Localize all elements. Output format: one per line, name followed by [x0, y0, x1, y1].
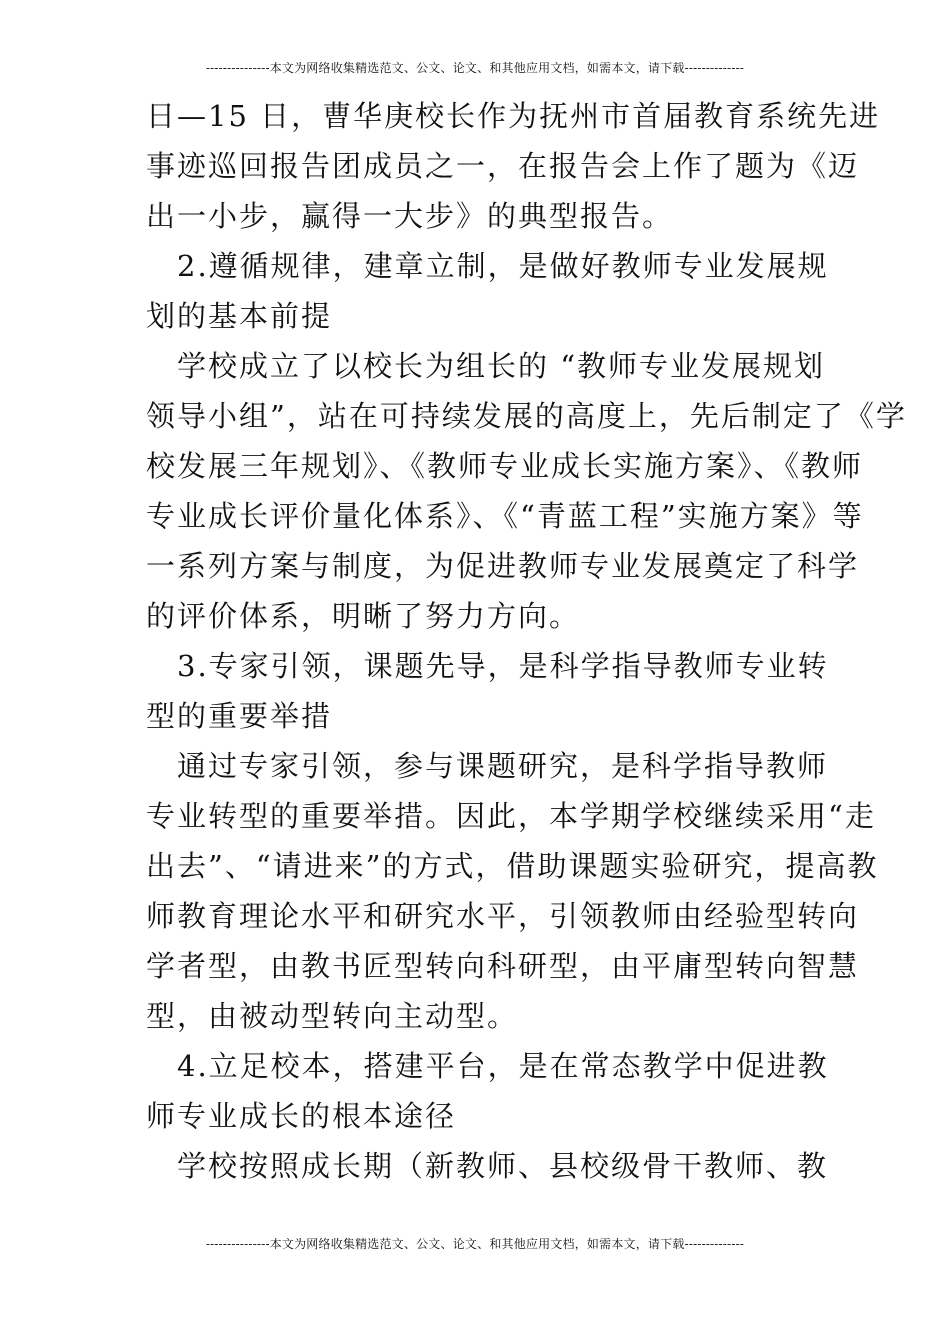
- footer-banner: ---------------本文为网络收集精选范文、公文、论文、和其他应用文档，如需本文，请下载--------------: [205, 1237, 745, 1251]
- text-line: 领导小组”，站在可持续发展的高度上，先后制定了《学: [146, 399, 907, 433]
- section-heading: 4.立足校本，搭建平台，是在常态教学中促进教: [146, 1049, 829, 1083]
- section-heading: 3.专家引领，课题先导，是科学指导教师专业转: [146, 649, 829, 683]
- text-line: 校发展三年规划》、《教师专业成长实施方案》、《教师: [146, 449, 864, 483]
- section-heading: 划的基本前提: [146, 299, 333, 333]
- section-heading: 型的重要举措: [146, 699, 333, 733]
- section-heading: 2.遵循规律，建章立制，是做好教师专业发展规: [146, 249, 829, 283]
- header-banner: ---------------本文为网络收集精选范文、公文、论文、和其他应用文档，如需本文，请下载--------------: [205, 61, 745, 75]
- text-line: 学者型，由教书匠型转向科研型，由平庸型转向智慧: [146, 949, 860, 983]
- text-line: 一系列方案与制度，为促进教师专业发展奠定了科学: [146, 549, 860, 583]
- text-line: 的评价体系，明晰了努力方向。: [146, 599, 581, 633]
- text-line: 专业成长评价量化体系》、《“青蓝工程”实施方案》等: [146, 499, 864, 533]
- text-line: 日—15 日，曹华庚校长作为抚州市首届教育系统先进: [146, 99, 881, 133]
- text-line: 师教育理论水平和研究水平，引领教师由经验型转向: [146, 899, 860, 933]
- text-line: 学校按照成长期（新教师、县校级骨干教师、教: [146, 1149, 829, 1183]
- section-heading: 师专业成长的根本途径: [146, 1099, 457, 1133]
- text-line: 专业转型的重要举措。因此，本学期学校继续采用“走: [146, 799, 876, 833]
- text-line: 通过专家引领，参与课题研究，是科学指导教师: [146, 749, 829, 783]
- text-line: 出去”、“请进来”的方式，借助课题实验研究，提高教: [146, 849, 879, 883]
- text-line: 事迹巡回报告团成员之一，在报告会上作了题为《迈: [146, 149, 860, 183]
- text-line: 学校成立了以校长为组长的 “教师专业发展规划: [146, 349, 826, 383]
- text-line: 型，由被动型转向主动型。: [146, 999, 519, 1033]
- text-line: 出一小步，赢得一大步》的典型报告。: [146, 199, 674, 233]
